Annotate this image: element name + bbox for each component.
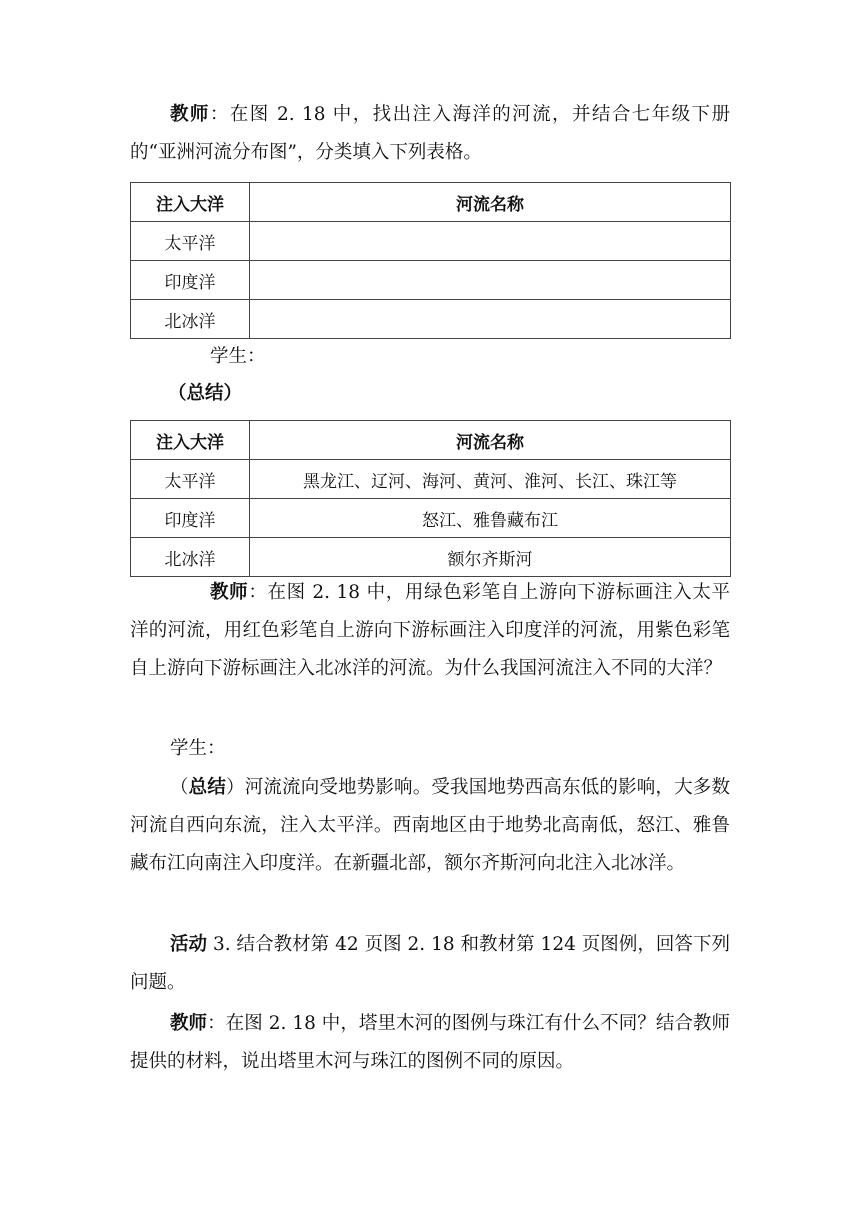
river-cell — [250, 261, 731, 300]
student-label: 学生： — [210, 346, 266, 367]
river-cell: 额尔齐斯河 — [250, 538, 731, 577]
activity-paragraph — [130, 926, 730, 1002]
ocean-cell: 太平洋 — [131, 460, 250, 499]
river-table-filled — [130, 420, 731, 577]
table-header-row — [131, 183, 731, 222]
ocean-cell: 太平洋 — [131, 222, 250, 261]
ocean-cell: 印度洋 — [131, 261, 250, 300]
paragraph-text: ：在图 2. 18 中，用绿色彩笔自上游向下游标画注入太平洋的河流，用红色彩笔自上游向下游标画注入印度洋的河流，用紫色彩笔自上游向下游标画注入北冰洋的河流。为什么我国河流注入不同的大洋？ — [130, 582, 730, 679]
activity-label: 活动 — [170, 934, 208, 955]
table-row — [131, 261, 731, 300]
ocean-cell: 印度洋 — [131, 499, 250, 538]
summary-label: 总结 — [188, 777, 227, 798]
speaker-label: 教师 — [170, 1013, 208, 1034]
river-cell — [250, 300, 731, 339]
ocean-cell: 北冰洋 — [131, 300, 250, 339]
header-ocean: 注入大洋 — [131, 421, 250, 460]
summary-paragraph: （总结）河流流向受地势影响。受我国地势西高东低的影响，大多数河流自西向东流，注入太平洋。西南地区由于地势北高南低，怒江、雅鲁藏布江向南注入印度洋。在新疆北部，额尔齐斯河向北注入北冰洋。 — [130, 777, 730, 874]
river-table-blank — [130, 182, 731, 339]
river-cell: 怒江、雅鲁藏布江 — [250, 499, 731, 538]
teacher-paragraph-2 — [130, 574, 730, 688]
table-row — [131, 460, 731, 499]
table-header-row — [131, 421, 731, 460]
table-row — [131, 300, 731, 339]
paragraph-text: ：在图 2. 18 中，塔里木河的图例与珠江有什么不同？结合教师提供的材料，说出塔里木河与珠江的图例不同的原因。 — [130, 1013, 730, 1072]
river-cell: 黑龙江、辽河、海河、黄河、淮河、长江、珠江等 — [250, 460, 731, 499]
table-row — [131, 538, 731, 577]
paragraph-text: 3. 结合教材第 42 页图 2. 18 和教材第 124 页图例，回答下列问题。 — [130, 934, 730, 993]
header-river-names: 河流名称 — [250, 183, 731, 222]
speaker-label: 教师 — [210, 582, 249, 603]
summary-label: （总结） — [168, 383, 243, 404]
header-ocean: 注入大洋 — [131, 183, 250, 222]
header-river-names: 河流名称 — [250, 421, 731, 460]
teacher-paragraph-3 — [130, 1005, 730, 1081]
teacher-paragraph-1 — [130, 96, 730, 172]
speaker-label: 教师 — [170, 104, 210, 125]
table-row — [131, 499, 731, 538]
river-cell — [250, 222, 731, 261]
paragraph-text: 河流流向受地势影响。受我国地势西高东低的影响，大多数河流自西向东流，注入太平洋。西南地区由于地势北高南低，怒江、雅鲁藏布江向南注入印度洋。在新疆北部，额尔齐斯河向北注入北冰洋。 — [130, 777, 730, 874]
paragraph-text: ：在图 2. 18 中，找出注入海洋的河流，并结合七年级下册的“亚洲河流分布图”，分类填入下列表格。 — [130, 104, 730, 163]
table-row — [131, 222, 731, 261]
student-label: 学生： — [170, 738, 226, 759]
ocean-cell: 北冰洋 — [131, 538, 250, 577]
